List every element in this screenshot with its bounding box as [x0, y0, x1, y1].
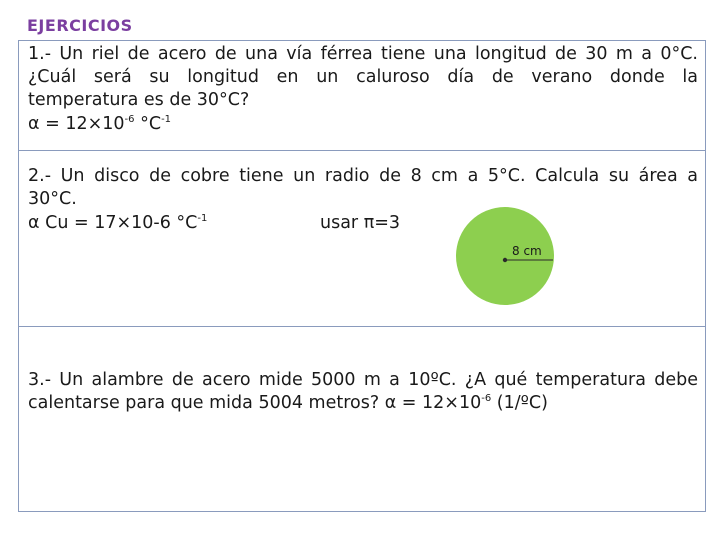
- center-dot: [503, 258, 507, 262]
- exercise-3-line-2-text: calentarse para que mida 5004 metros? α = 12×10: [28, 393, 482, 413]
- page-title: EJERCICIOS: [27, 16, 133, 35]
- pi-note: usar π=3: [320, 213, 401, 233]
- copper-disc-diagram: [452, 206, 562, 306]
- exercise-1-line-2: ¿Cuál será su longitud en un caluroso día de verano donde la: [28, 67, 698, 87]
- coefficient-exponent: -6: [124, 114, 135, 125]
- exercise-2-text: [28, 165, 698, 211]
- exercise-2-line-1: 2.- Un disco de cobre tiene un radio de 8 cm a 5°C. Calcula su área a: [28, 166, 698, 186]
- exercise-3-line-1: 3.- Un alambre de acero mide 5000 m a 10ºC. ¿A qué temperatura debe: [28, 370, 698, 390]
- coefficient-unit-exponent: -1: [161, 114, 172, 125]
- exercise-1-text: [28, 43, 698, 112]
- coefficient-unit: °C: [134, 114, 162, 134]
- exercise-3-unit: (1/ºC): [491, 393, 548, 413]
- copper-unit-exponent: -1: [197, 213, 208, 224]
- exercise-3-text: [28, 369, 698, 415]
- radius-label: 8 cm: [512, 244, 542, 258]
- exercise-1-line-3: temperatura es de 30°C?: [28, 90, 250, 110]
- exercise-1-coefficient: [28, 114, 171, 134]
- divider-2: [18, 326, 706, 327]
- coefficient-value: α = 12×10: [28, 114, 125, 134]
- exercise-3-line-2: [28, 392, 698, 415]
- exercise-3-exponent: -6: [481, 393, 492, 404]
- exercise-1-line-1: 1.- Un riel de acero de una vía férrea tiene una longitud de 30 m a 0°C.: [28, 44, 698, 64]
- exercise-2-coefficient: [28, 213, 207, 233]
- divider-1: [18, 150, 706, 151]
- exercise-2-line-2: 30°C.: [28, 189, 77, 209]
- copper-coefficient: α Cu = 17×10-6 °C: [28, 213, 198, 233]
